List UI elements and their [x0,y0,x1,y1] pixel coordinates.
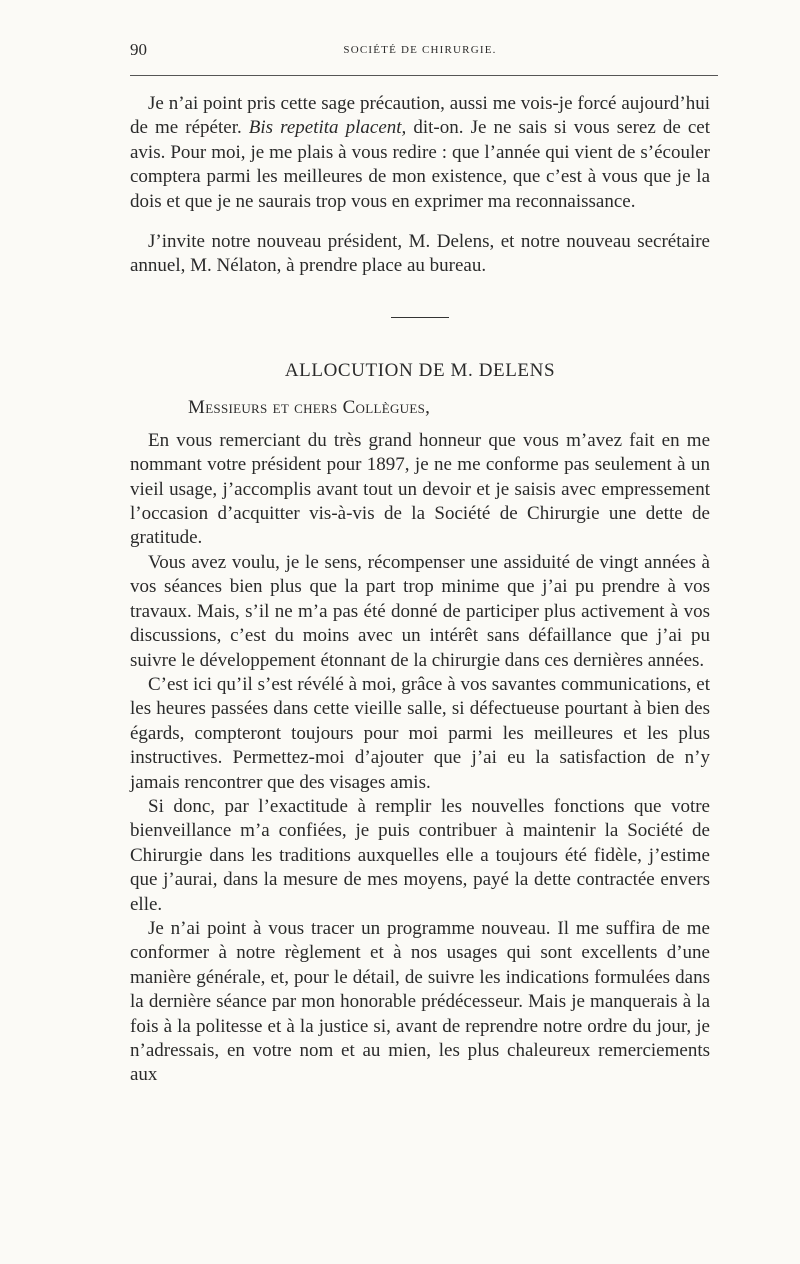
section-separator [391,317,449,318]
paragraph [130,92,710,214]
paragraph: C’est ici qu’il s’est révélé à moi, grâce à vos savantes communications, et les heures passées dans cette vieille salle, si défectueuse pourtant à bien des égards, compteront toujours pour moi parmi les meilleures et les plus instructives. Permettez-moi d’ajouter que j’ai eu la satisfaction de n’y jamais rencontrer que des visages amis. [130,673,710,793]
paragraph: En vous remerciant du très grand honneur que vous m’avez fait en me nommant votre président pour 1897, je ne me conforme pas seulement à un vieil usage, j’accomplis avant tout un devoir et je saisis avec empressement l’occasion d’acquitter vis-à-vis de la Société de Chirurgie une dette de gratitude. [130,429,710,549]
running-title: SOCIÉTÉ DE CHIRURGIE. [343,44,497,56]
book-page [130,40,710,1088]
latin-quote: Bis repetita placent, [248,117,407,139]
paragraph: Si donc, par l’exactitude à remplir les nouvelles fonctions que votre bienveillance m’a confiées, je puis contribuer à maintenir la Société de Chirurgie dans les traditions auxquelles elle a toujours été fidèle, j’estime que j’aurai, dans la mesure de mes moyens, payé la dette contractée envers elle. [130,795,710,915]
paragraph-text: Je n’ai point pris cette sage précaution, aussi me vois-je forcé aujourd’hui de me répéter. [130,93,710,139]
intro-text [130,92,710,279]
allocution-text [130,429,710,1088]
paragraph: Vous avez voulu, je le sens, récompenser une assiduité de vingt années à vos séances bien plus que la part trop minime que j’ai pu prendre à vos travaux. Mais, s’il ne m’a pas été donné de participer plus activement à vos discussions, c’est du moins avec un intérêt sans défaillance que j’ai pu suivre le développement étonnant de la chirurgie dans ces dernières années. [130,551,710,671]
section-title: ALLOCUTION DE M. DELENS [284,359,556,381]
salutation: Messieurs et chers Collègues, [188,396,431,418]
header-rule [130,75,718,76]
paragraph: Je n’ai point à vous tracer un programme nouveau. Il me suffira de me conformer à notre règlement et à nos usages qui sont excellents d’une manière générale, et, pour le détail, de suivre les indications formulées dans la dernière séance par mon honorable prédécesseur. Mais je manquerais à la fois à la politesse et à la justice si, avant de reprendre notre ordre du jour, je n’adressais, en votre nom et au mien, les plus chaleureux remerciements aux [130,917,710,1086]
running-head [130,40,710,70]
paragraph: J’invite notre nouveau président, M. Delens, et notre nouveau secrétaire annuel, M. Nélaton, à prendre place au bureau. [130,231,710,277]
paragraph-text: dit-on. Je ne sais si vous serez de cet avis. Pour moi, je me plais à vous redire : que l’année qui vient de s’écouler comptera parmi les meilleures de mon existence, que c’est à vous que je la dois et que je ne saurais trop vous en exprimer ma reconnaissance. [130,117,710,212]
page-number: 90 [130,40,147,59]
